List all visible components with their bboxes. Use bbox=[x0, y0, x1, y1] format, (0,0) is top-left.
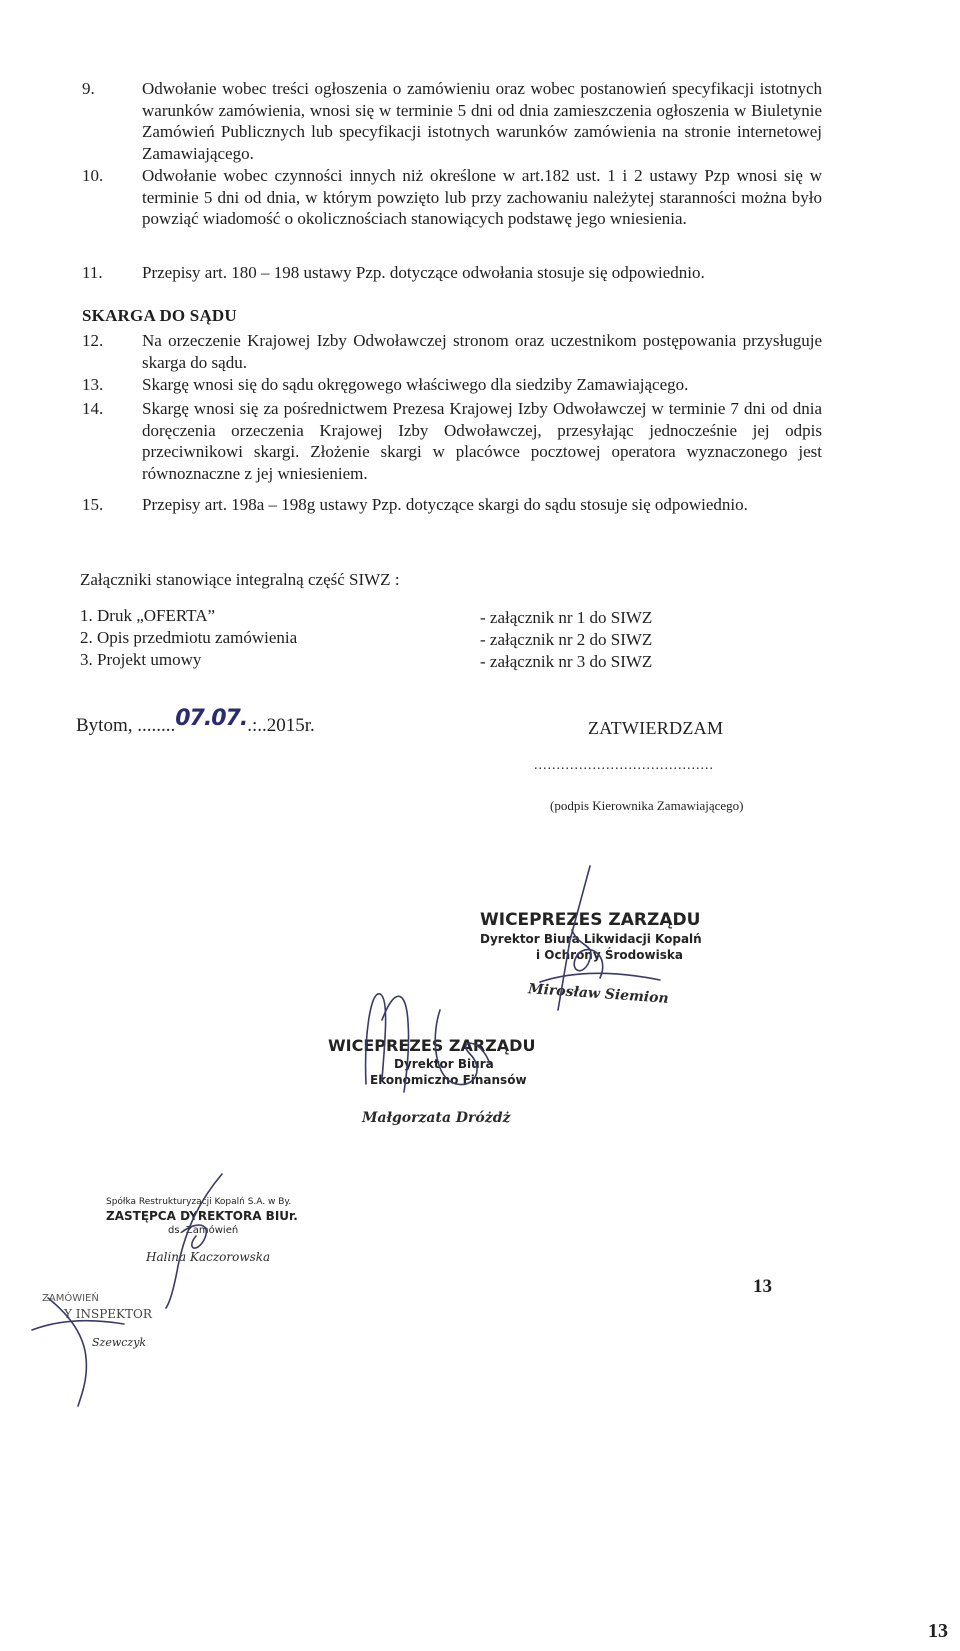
page-number-margin: 13 bbox=[928, 1620, 948, 1642]
paragraph-text: Skargę wnosi się za pośrednictwem Prezesa Krajowej Izby Odwoławczej w terminie 7 dni od dnia doręczenia orzeczenia Krajowej Izby Odwoławczej, przesyłając jednocześnie jej odpis przeciwnikowi skargi. Złożenie skargi w placówce pocztowej operatora wyznaczonego jest równoznaczne z jej wniesieniem. bbox=[142, 399, 822, 483]
stamp-3-name: Halina Kaczorowska bbox=[146, 1250, 271, 1264]
place-date bbox=[76, 706, 315, 737]
attachments-title: Załączniki stanowiące integralną część SIWZ : bbox=[80, 570, 400, 589]
stamp-3-line-2: ZASTĘPCA DYREKTORA BIUr. bbox=[106, 1209, 298, 1223]
stamp-2-name: Małgorzata Dróżdż bbox=[362, 1110, 511, 1126]
approve-label: ZATWIERDZAM bbox=[588, 718, 724, 738]
stamp-2-line-1: WICEPREZES ZARZĄDU bbox=[328, 1036, 536, 1055]
paragraph-number: 12. bbox=[82, 331, 104, 350]
paragraph-text: Odwołanie wobec treści ogłoszenia o zamówieniu oraz wobec postanowień specyfikacji istotnych warunków zamówienia, wnosi się w terminie 5 dni od dnia zamieszczenia ogłoszenia w Biuletynie Zamówień Publicznych lub specyfikacji istotnych warunków zamówienia na stronie internetowej Zamawiającego. bbox=[142, 79, 822, 163]
paragraph-number: 11. bbox=[82, 263, 103, 282]
attachment-ref: - załącznik nr 1 do SIWZ bbox=[480, 608, 653, 627]
attachment-name: 2. Opis przedmiotu zamówienia bbox=[80, 628, 298, 647]
stamp-2-line-2: Dyrektor Biura bbox=[394, 1057, 494, 1071]
signature-2 bbox=[360, 980, 550, 1110]
signature-4 bbox=[28, 1290, 138, 1410]
paragraph-10 bbox=[82, 165, 822, 230]
paragraph-number: 10. bbox=[82, 166, 104, 185]
stamp-4-name: Szewczyk bbox=[92, 1336, 147, 1349]
stamp-3-line-3: ds. Zamówień bbox=[168, 1225, 239, 1236]
stamp-1-line-2: Dyrektor Biura Likwidacji Kopalń bbox=[480, 932, 702, 946]
paragraph-14 bbox=[82, 398, 822, 484]
paragraph-text: Skargę wnosi się do sądu okręgowego właściwego dla siedziby Zamawiającego. bbox=[142, 375, 689, 394]
stamp-1-line-3: i Ochrony Środowiska bbox=[536, 948, 683, 962]
signature-3 bbox=[130, 1170, 250, 1310]
stamp-1-line-1: WICEPREZES ZARZĄDU bbox=[480, 910, 701, 930]
stamp-4-line-1: ZAMÓWIEŃ bbox=[42, 1293, 99, 1304]
attachment-ref: - załącznik nr 2 do SIWZ bbox=[480, 630, 653, 649]
stamp-2-line-3: Ekonomiczno Finansów bbox=[370, 1073, 527, 1087]
paragraph-9 bbox=[82, 78, 822, 164]
section-heading: SKARGA DO SĄDU bbox=[82, 306, 237, 325]
date-year: .:..2015r. bbox=[247, 715, 315, 736]
handwritten-date: 07.07. bbox=[175, 706, 248, 731]
attachment-name: 1. Druk „OFERTA” bbox=[80, 606, 216, 625]
paragraph-12 bbox=[82, 330, 822, 373]
stamp-1-name: Mirosław Siemion bbox=[527, 981, 670, 1007]
page-number: 13 bbox=[753, 1276, 772, 1297]
paragraph-number: 14. bbox=[82, 399, 104, 418]
paragraph-text: Na orzeczenie Krajowej Izby Odwoławczej stronom oraz uczestnikom postępowania przysługuje skarga do sądu. bbox=[142, 331, 822, 372]
attachment-ref: - załącznik nr 3 do SIWZ bbox=[480, 652, 653, 671]
paragraph-text: Przepisy art. 180 – 198 ustawy Pzp. dotyczące odwołania stosuje się odpowiednio. bbox=[142, 263, 705, 282]
place-label: Bytom, bbox=[76, 715, 138, 736]
attachment-name: 3. Projekt umowy bbox=[80, 650, 202, 669]
paragraph-13 bbox=[82, 374, 822, 396]
paragraph-number: 9. bbox=[82, 79, 95, 98]
stamp-4-line-2: Y INSPEKTOR bbox=[64, 1307, 152, 1321]
paragraph-text: Przepisy art. 198a – 198g ustawy Pzp. dotyczące skargi do sądu stosuje się odpowiednio. bbox=[142, 495, 748, 514]
paragraph-text: Odwołanie wobec czynności innych niż określone w art.182 ust. 1 i 2 ustawy Pzp wnosi się w terminie 5 dni od dnia, w którym powzięto lub przy zachowaniu należytej staranności można było powziąć wiadomość o okolicznościach stanowiących podstawę jego wniesienia. bbox=[142, 166, 822, 229]
paragraph-number: 13. bbox=[82, 375, 104, 394]
paragraph-11 bbox=[82, 262, 822, 284]
paragraph-number: 15. bbox=[82, 495, 104, 514]
stamp-3-line-1: Spółka Restrukturyzacji Kopalń S.A. w By. bbox=[106, 1197, 292, 1207]
signature-line: ........................................ bbox=[534, 758, 714, 773]
date-dots: ........ bbox=[137, 715, 176, 736]
signature-caption: (podpis Kierownika Zamawiającego) bbox=[550, 798, 744, 813]
paragraph-15 bbox=[82, 494, 822, 516]
